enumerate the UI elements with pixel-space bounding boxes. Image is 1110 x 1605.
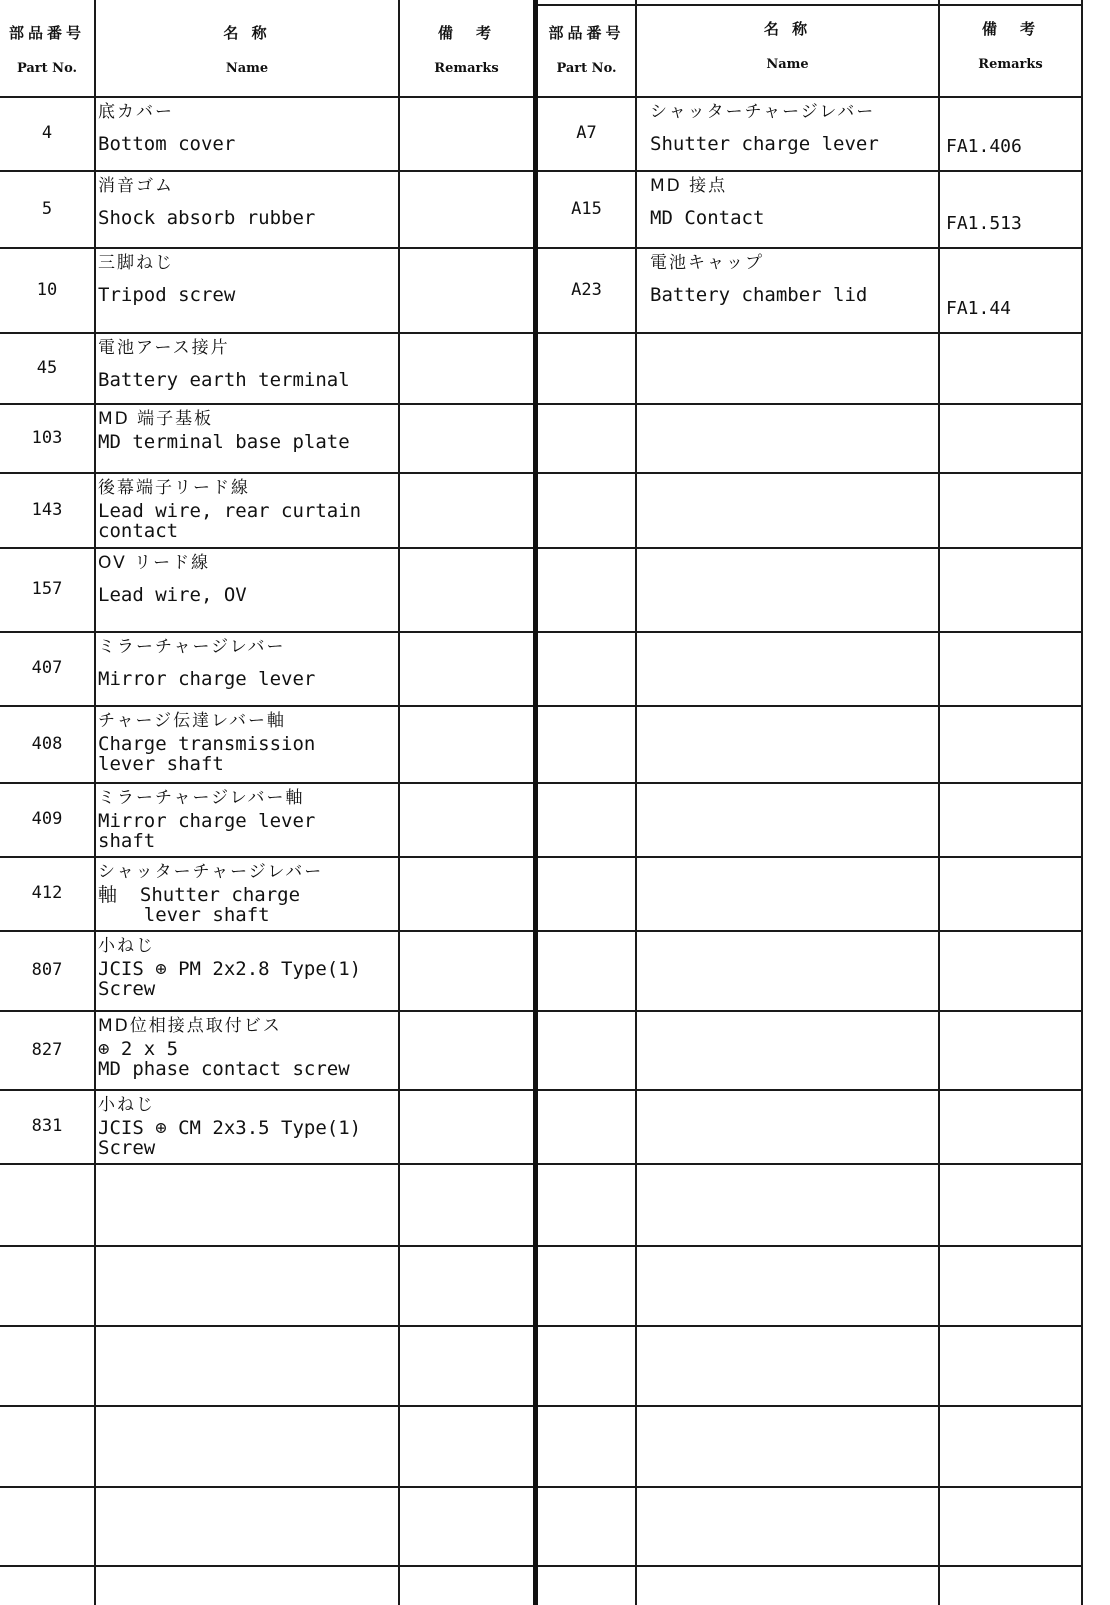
part-name-en: Lead wire, rear curtain contact	[98, 500, 362, 542]
part-name-jp: 後幕端子リード線	[98, 478, 250, 498]
left-header-remarks	[400, 22, 533, 76]
part-name-jp: シャッターチャージレバー	[98, 862, 324, 882]
part-name-jp: ミラーチャージレバー	[98, 637, 286, 657]
part-name	[98, 788, 315, 851]
part-name-en: ⊕ 2 x 5 MD phase contact screw	[98, 1038, 350, 1080]
row-line	[0, 1565, 533, 1567]
part-name-en: Tripod screw	[98, 284, 236, 306]
part-name-en: Shutter charge lever	[650, 133, 879, 155]
part-number: 143	[31, 499, 63, 520]
part-name-jp: 電池キャップ	[650, 253, 764, 273]
part-number: A7	[576, 123, 597, 143]
part-name-jp: OV リード線	[98, 553, 211, 573]
table-right-edge	[1081, 0, 1083, 1605]
row-line	[0, 96, 533, 98]
row-line	[538, 472, 1083, 474]
row-line	[0, 1089, 533, 1091]
part-name-jp: 小ねじ	[98, 1095, 155, 1115]
part-number: 827	[31, 1039, 63, 1060]
part-name-jp: シャッターチャージレバー	[650, 102, 876, 122]
part-name-en: MD Contact	[650, 207, 765, 229]
part-name-en: Mirror charge lever	[98, 668, 316, 690]
part-name-en: 軸 Shutter charge lever shaft	[98, 884, 301, 926]
part-name	[98, 253, 235, 305]
part-name-en: Mirror charge lever shaft	[98, 810, 316, 852]
part-number: 408	[31, 733, 63, 754]
header-name-en: Name	[766, 57, 809, 72]
part-number: A15	[571, 198, 602, 219]
row-line	[0, 782, 533, 784]
row-line	[0, 631, 533, 633]
row-line	[0, 472, 533, 474]
row-line	[538, 1245, 1083, 1247]
header-remarks-en: Remarks	[978, 57, 1043, 72]
row-line	[0, 705, 533, 707]
part-name-jp: ミラーチャージレバー軸	[98, 788, 305, 808]
column-divider	[94, 0, 96, 1605]
row-line	[538, 1089, 1083, 1091]
part-name-en: JCIS ⊕ PM 2x2.8 Type(1) Screw	[98, 958, 362, 1000]
part-name-jp: MD位相接点取付ビス	[98, 1016, 282, 1036]
part-name	[98, 338, 350, 390]
column-divider	[635, 0, 637, 1605]
right-header-name	[637, 18, 938, 72]
row-line	[538, 1565, 1083, 1567]
part-name	[98, 1016, 350, 1079]
column-divider	[398, 0, 400, 1605]
row-line	[538, 1163, 1083, 1165]
part-number: 831	[31, 1116, 63, 1136]
header-part-no-jp: 部品番号	[548, 24, 625, 42]
part-name	[98, 478, 361, 541]
part-name	[98, 409, 350, 452]
part-remarks: FA1.513	[946, 213, 1022, 234]
row-line	[538, 170, 1083, 172]
row-line	[0, 1010, 533, 1012]
part-remarks: FA1.406	[946, 136, 1022, 157]
row-line	[0, 1163, 533, 1165]
part-number: 412	[31, 883, 63, 903]
part-number: 157	[31, 579, 63, 599]
part-name	[98, 1095, 361, 1158]
part-name	[650, 253, 867, 305]
part-name-jp: チャージ伝達レバー軸	[98, 711, 286, 731]
part-name	[650, 176, 764, 228]
part-name	[98, 637, 315, 689]
header-name-jp: 名 称	[223, 24, 271, 42]
part-name	[98, 711, 315, 774]
left-header-part-no	[0, 22, 94, 76]
part-number: 45	[36, 357, 58, 378]
row-line	[0, 856, 533, 858]
row-line	[538, 631, 1083, 633]
part-name-jp: 小ねじ	[98, 936, 155, 956]
part-number: A23	[571, 279, 602, 300]
table-divider	[533, 0, 538, 1605]
row-line	[0, 247, 533, 249]
header-part-no-jp: 部品番号	[8, 24, 85, 42]
row-line	[538, 705, 1083, 707]
part-name-jp: MD 接点	[650, 176, 728, 196]
row-line	[0, 403, 533, 405]
part-name-en: Bottom cover	[98, 133, 236, 155]
row-line	[538, 4, 1083, 6]
part-name	[98, 176, 315, 228]
row-line	[0, 1486, 533, 1488]
part-number: 407	[31, 658, 63, 678]
header-remarks-en: Remarks	[434, 61, 499, 76]
row-line	[538, 547, 1083, 549]
part-name	[98, 862, 323, 925]
row-line	[0, 332, 533, 334]
part-name-en: Battery earth terminal	[98, 369, 350, 391]
header-name-en: Name	[225, 61, 269, 76]
row-line	[0, 547, 533, 549]
row-line	[0, 170, 533, 172]
header-name-jp: 名 称	[763, 20, 812, 38]
header-part-no-en: Part No.	[556, 61, 617, 76]
row-line	[538, 1325, 1083, 1327]
header-part-no-en: Part No.	[16, 61, 78, 76]
part-name	[98, 936, 361, 999]
part-name-jp: 底カバー	[98, 102, 174, 122]
row-line	[538, 96, 1083, 98]
right-header-part-no	[538, 22, 635, 76]
part-number: 807	[31, 960, 63, 980]
part-number: 409	[31, 809, 63, 829]
part-name-jp: 電池アース接片	[98, 338, 230, 358]
part-name-en: JCIS ⊕ CM 2x3.5 Type(1) Screw	[98, 1117, 362, 1159]
part-remarks: FA1.44	[946, 298, 1012, 319]
row-line	[538, 332, 1083, 334]
part-name	[98, 102, 235, 154]
row-line	[538, 1405, 1083, 1407]
part-name-en: Shock absorb rubber	[98, 207, 316, 229]
row-line	[0, 930, 533, 932]
part-name	[98, 553, 247, 605]
part-number: 4	[41, 123, 53, 143]
header-remarks-jp: 備 考	[981, 20, 1039, 38]
part-number: 10	[36, 279, 58, 300]
part-name-jp: MD 端子基板	[98, 409, 214, 429]
part-name-jp: 三脚ねじ	[98, 253, 174, 273]
part-name-en: Battery chamber lid	[650, 284, 868, 306]
column-divider	[938, 0, 940, 1605]
part-name-en: Charge transmission lever shaft	[98, 733, 316, 775]
header-remarks-jp: 備 考	[437, 24, 495, 42]
part-number: 103	[31, 427, 63, 448]
part-number: 5	[41, 198, 53, 219]
row-line	[538, 782, 1083, 784]
row-line	[538, 930, 1083, 932]
row-line	[538, 1010, 1083, 1012]
row-line	[0, 1245, 533, 1247]
part-name-en: Lead wire, OV	[98, 584, 247, 606]
part-name-en: MD terminal base plate	[98, 431, 350, 453]
row-line	[0, 1325, 533, 1327]
row-line	[538, 247, 1083, 249]
part-name-jp: 消音ゴム	[98, 176, 174, 196]
right-header-remarks	[940, 18, 1081, 72]
part-name	[650, 102, 879, 154]
row-line	[538, 403, 1083, 405]
left-header-name	[96, 22, 398, 76]
row-line	[0, 1405, 533, 1407]
row-line	[538, 1486, 1083, 1488]
row-line	[538, 856, 1083, 858]
